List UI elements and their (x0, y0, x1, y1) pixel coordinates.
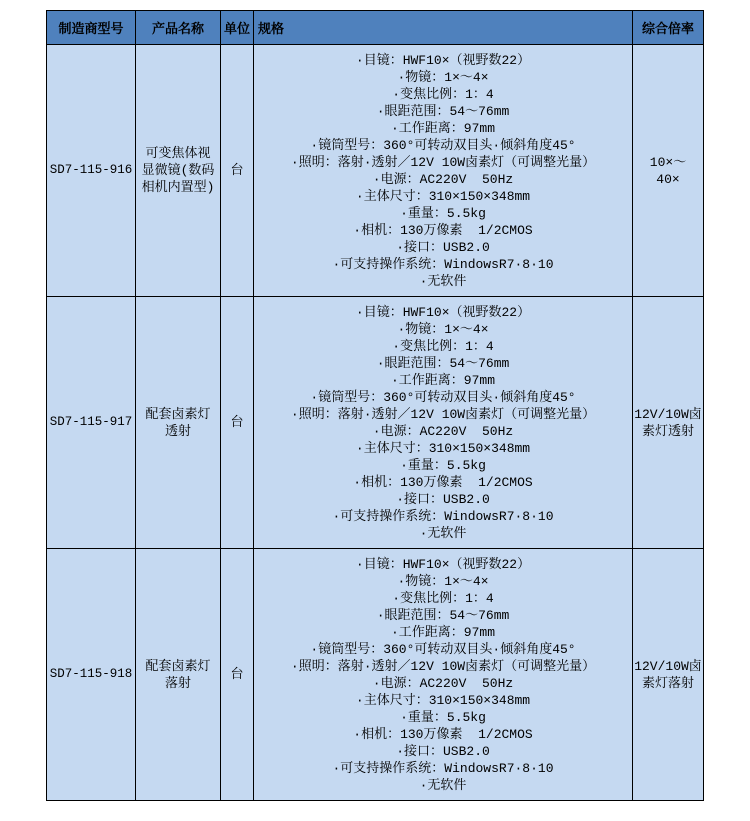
spec-line: ·无软件 (419, 777, 467, 793)
table-row (47, 45, 704, 297)
spec-line: ·电源：AC220V 50Hz (372, 171, 514, 187)
unit-cell (221, 297, 254, 549)
product-name-line: 配套卤素灯 (145, 658, 211, 674)
spec-cell (254, 297, 633, 549)
spec-line: ·目镜：HWF10×（视野数22） (355, 304, 531, 320)
product-spec-table (46, 10, 704, 801)
spec-line: ·主体尺寸：310×150×348mm (355, 440, 531, 456)
spec-line: ·重量：5.5kg (400, 709, 486, 725)
spec-cell (254, 549, 633, 801)
spec-cell (254, 45, 633, 297)
magnification-line: 12V/10W卤 (634, 658, 702, 674)
spec-line: ·变焦比例：1：4 (392, 590, 494, 606)
unit-cell (221, 549, 254, 801)
magnification-cell (633, 549, 704, 801)
spec-line: ·主体尺寸：310×150×348mm (355, 692, 531, 708)
spec-line: ·工作距离：97mm (390, 372, 495, 388)
spec-line: ·目镜：HWF10×（视野数22） (355, 52, 531, 68)
spec-line: ·可支持操作系统：WindowsR7·8·10 (332, 760, 554, 776)
spec-line: ·镜筒型号：360°可转动双目头·倾斜角度45° (310, 389, 576, 405)
magnification-line: 10×～ (649, 154, 687, 170)
spec-line: ·主体尺寸：310×150×348mm (355, 188, 531, 204)
spec-line: ·眼距范围：54～76mm (376, 103, 510, 119)
spec-line: ·接口：USB2.0 (396, 491, 490, 507)
unit-value: 台 (230, 667, 244, 682)
product-name-line: 配套卤素灯 (145, 406, 211, 422)
spec-line: ·重量：5.5kg (400, 205, 486, 221)
product-name-line: 落射 (164, 675, 191, 691)
spec-line: ·工作距离：97mm (390, 624, 495, 640)
spec-line: ·照明：落射·透射／12V 10W卤素灯（可调整光量） (290, 406, 596, 422)
header-row (47, 11, 704, 45)
model-number: SD7-115-918 (49, 667, 133, 681)
spec-line: ·镜筒型号：360°可转动双目头·倾斜角度45° (310, 641, 576, 657)
magnification-line: 素灯落射 (641, 675, 694, 691)
magnification-cell (633, 45, 704, 297)
table-row (47, 297, 704, 549)
unit-value: 台 (230, 415, 244, 430)
spec-line: ·照明：落射·透射／12V 10W卤素灯（可调整光量） (290, 658, 596, 674)
header-model: 制造商型号 (47, 11, 136, 45)
spec-line: ·照明：落射·透射／12V 10W卤素灯（可调整光量） (290, 154, 596, 170)
unit-cell (221, 45, 254, 297)
header-magnification: 综合倍率 (633, 11, 704, 45)
model-cell (47, 45, 136, 297)
spec-line: ·相机：130万像素 1/2CMOS (353, 222, 533, 238)
product-name-line: 可变焦体视 (145, 146, 211, 161)
spec-line: ·相机：130万像素 1/2CMOS (353, 726, 533, 742)
spec-line: ·眼距范围：54～76mm (376, 355, 510, 371)
magnification-line: 素灯透射 (641, 423, 694, 439)
model-number: SD7-115-917 (49, 415, 133, 429)
model-cell (47, 297, 136, 549)
spec-line: ·可支持操作系统：WindowsR7·8·10 (332, 508, 554, 524)
unit-value: 台 (230, 163, 244, 178)
spec-line: ·变焦比例：1：4 (392, 338, 494, 354)
table-row (47, 549, 704, 801)
magnification-line: 40× (656, 171, 680, 187)
product-name-line: 相机内置型) (141, 180, 215, 195)
model-cell (47, 549, 136, 801)
spec-line: ·无软件 (419, 525, 467, 541)
product-name-cell (136, 549, 221, 801)
model-number: SD7-115-916 (49, 163, 133, 177)
spec-line: ·电源：AC220V 50Hz (372, 423, 514, 439)
spec-line: ·接口：USB2.0 (396, 239, 490, 255)
spec-line: ·变焦比例：1：4 (392, 86, 494, 102)
spec-line: ·物镜：1×～4× (397, 573, 489, 589)
spec-line: ·接口：USB2.0 (396, 743, 490, 759)
magnification-cell (633, 297, 704, 549)
spec-line: ·相机：130万像素 1/2CMOS (353, 474, 533, 490)
header-spec: 规格 (254, 11, 633, 45)
product-name-line: 显微镜(数码 (141, 163, 215, 178)
product-name-line: 透射 (164, 423, 191, 439)
header-unit: 单位 (221, 11, 254, 45)
spec-line: ·物镜：1×～4× (397, 321, 489, 337)
product-name-cell (136, 297, 221, 549)
spec-line: ·物镜：1×～4× (397, 69, 489, 85)
spec-line: ·可支持操作系统：WindowsR7·8·10 (332, 256, 554, 272)
spec-line: ·重量：5.5kg (400, 457, 486, 473)
header-product-name: 产品名称 (136, 11, 221, 45)
spec-line: ·镜筒型号：360°可转动双目头·倾斜角度45° (310, 137, 576, 153)
spec-line: ·无软件 (419, 273, 467, 289)
product-name-cell (136, 45, 221, 297)
spec-line: ·电源：AC220V 50Hz (372, 675, 514, 691)
magnification-line: 12V/10W卤 (634, 406, 702, 422)
spec-line: ·眼距范围：54～76mm (376, 607, 510, 623)
spec-line: ·工作距离：97mm (390, 120, 495, 136)
spec-line: ·目镜：HWF10×（视野数22） (355, 556, 531, 572)
